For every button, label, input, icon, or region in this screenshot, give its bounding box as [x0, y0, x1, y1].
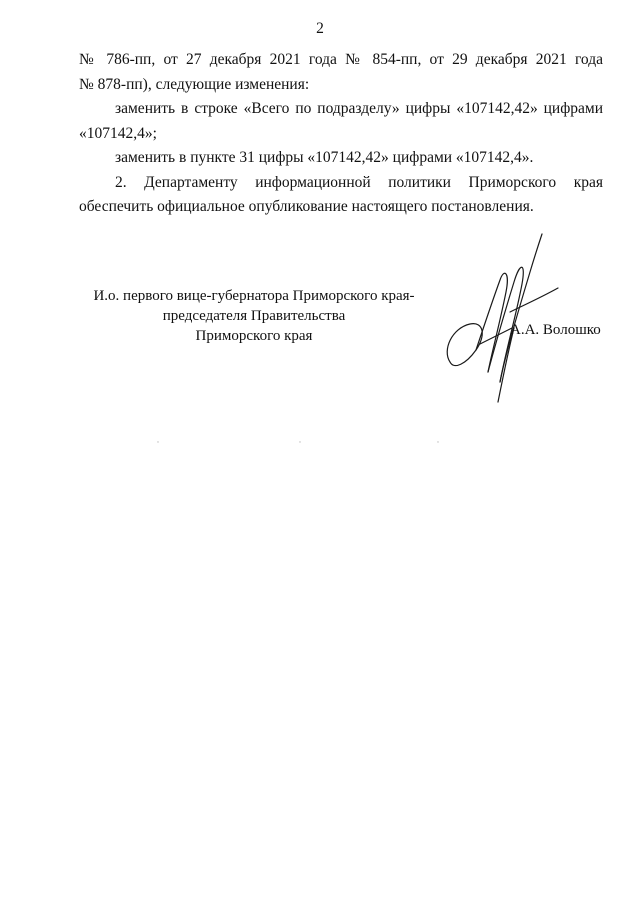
page-number: 2	[316, 20, 324, 37]
signer-name: А.А. Волошко	[510, 322, 601, 338]
signer-position-line: И.о. первого вице-губернатора Приморского края-	[93, 288, 415, 304]
paragraph-line: заменить в пункте 31 цифры «107142,42» цифрами «107142,4».	[115, 149, 534, 166]
paragraph-line: 2. Департаменту информационной политики Приморского края	[115, 173, 603, 191]
signer-position-line: председателя Правительства	[162, 308, 346, 324]
signer-position	[74, 286, 434, 346]
faint-dots	[150, 440, 450, 444]
paragraph-line: № 878-пп), следующие изменения:	[79, 75, 310, 93]
signer-position-line: Приморского края	[195, 328, 313, 344]
paragraph-line: «107142,4»;	[79, 124, 157, 142]
document-body	[79, 48, 603, 220]
paragraph-line: № 786-пп, от 27 декабря 2021 года № 854-пп, от 29 декабря 2021 года	[79, 51, 603, 68]
paragraph-line: заменить в строке «Всего по подразделу» цифры «107142,42» цифрами	[115, 100, 603, 117]
paragraph-line: обеспечить официальное опубликование настоящего постановления.	[79, 198, 534, 215]
